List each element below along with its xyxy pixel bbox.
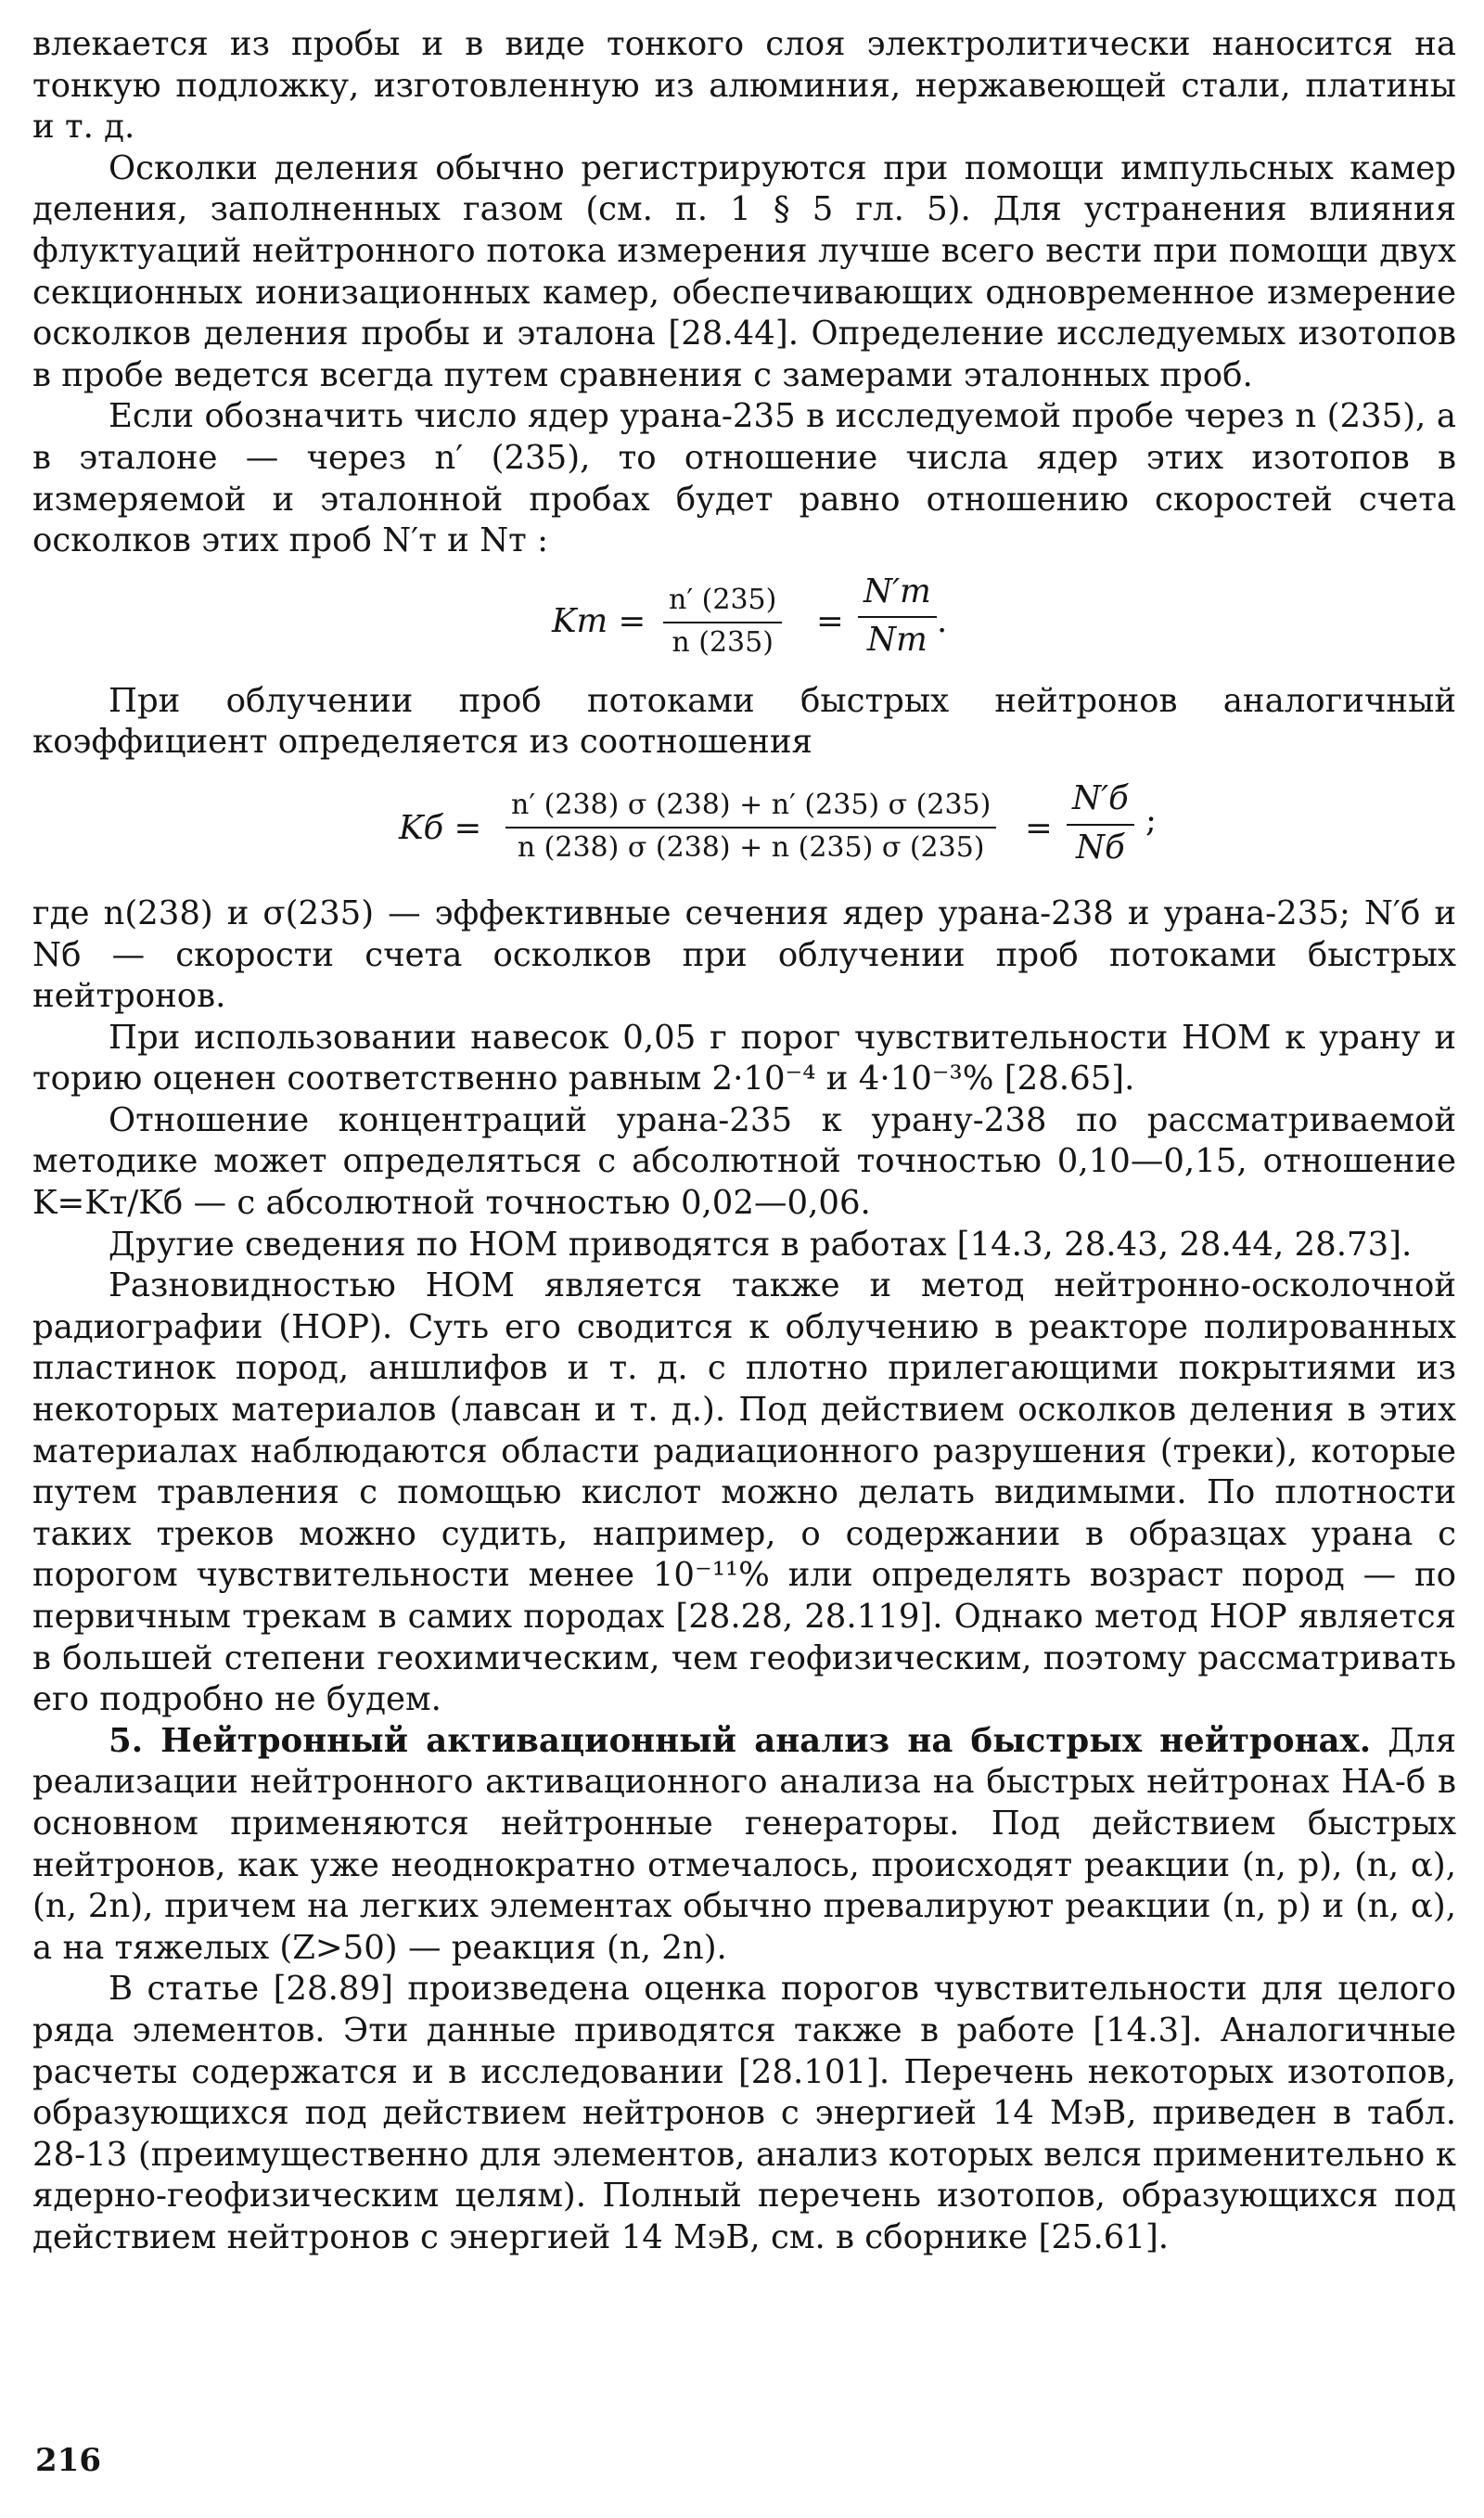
paragraph-sensitivity: При использовании навесок 0,05 г порог чувствительности НОМ к урану и торию оценен соответственно равным 2·10⁻⁴ и 4·10⁻³% [28.65]. xyxy=(32,1018,1456,1098)
formula2-fraction-counts xyxy=(1067,778,1134,868)
page-number: 216 xyxy=(35,2442,101,2479)
formula1-fraction-counts xyxy=(858,572,937,662)
paragraph-uranium-ratio: Если обозначить число ядер урана-235 в исследуемой пробе через n (235), а в эталоне — через n′ (235), то отношение числа ядер этих изотопов в измеряемой и эталонной пробах будет равно отношению скоростей счета осколков этих проб N′т и Nт : xyxy=(32,397,1456,560)
formula2-denominator-counts: Nб xyxy=(1076,828,1125,867)
paragraph-thresholds: В статье [28.89] произведена оценка порогов чувствительности для целого ряда элементов. Эти данные приводятся также в работе [14.3]. Аналогичные расчеты содержатся и в исследовании [28.101]. Перечень некоторых изотопов, образующихся под действием нейтронов с энергией 14 МэВ, приведен в табл. 28-13 (преимущественно для элементов, анализ которых велся применительно к ядерно-геофизическим целям). Полный перечень изотопов, образующихся под действием нейтронов с энергией 14 МэВ, см. в сборнике [25.61]. xyxy=(32,1970,1456,2256)
paragraph-radiography: Разновидностью НОМ является также и метод нейтронно-осколочной радиографии (НОР). Суть его сводится к облучению в реакторе полированных пластинок пород, аншлифов и т. д. с плотно прилегающими покрытиями из некоторых материалов (лавсан и т. д.). Под действием осколков деления в этих материалах наблюдаются области радиационного разрушения (треки), которые путем травления с помощью кислот можно делать видимыми. По плотности таких треков можно судить, например, о содержании в образцах урана с порогом чувствительности менее 10⁻¹¹% или определять возраст пород — по первичным трекам в самих породах [28.28, 28.119]. Однако метод НОР является в большей степени геохимическим, чем геофизическим, поэтому рассматривать его подробно не будем. xyxy=(32,1266,1456,1719)
formula2-denominator: n (238) σ (238) + n (235) σ (235) xyxy=(517,830,985,864)
paragraph-fast-neutrons: При облучении проб потоками быстрых нейтронов аналогичный коэффициент определяется из соотношения xyxy=(32,681,1456,762)
paragraph-fission-fragments: Осколки деления обычно регистрируются при помощи импульсных камер деления, заполненных газом (см. п. 1 § 5 гл. 5). Для устранения влияния флуктуаций нейтронного потока измерения лучше всего вести при помощи двух секционных ионизационных камер, обеспечивающих одновременное измерение осколков деления пробы и эталона [28.44]. Определение исследуемых изотопов в пробе ведется всегда путем сравнения с замерами эталонных проб. xyxy=(32,148,1456,394)
section-body: Для реализации нейтронного активационного анализа на быстрых нейтронах НА-б в основном применяются нейтронные генераторы. Под действием быстрых нейтронов, как уже неоднократно отмечалось, происходят реакции (n, p), (n, α), (n, 2n), причем на легких элементах обычно превалируют реакции (n, p) и (n, α), а на тяжелых (Z>50) — реакция (n, 2n). xyxy=(32,1721,1456,1967)
formula1-numerator-counts: N′т xyxy=(858,572,937,619)
formula1-fraction xyxy=(663,583,782,661)
formula-k-thermal xyxy=(32,562,1456,681)
formula2-equals: = xyxy=(1025,808,1053,847)
formula1-equals: = xyxy=(816,601,844,640)
paragraph-activation-analysis xyxy=(32,1721,1456,1970)
paragraph-continued: влекается из пробы и в виде тонкого слоя электролитически наносится на тонкую подложку, изготовленную из алюминия, нержавеющей стали, платины и т. д. xyxy=(32,25,1456,147)
formula2-numerator: n′ (238) σ (238) + n′ (235) σ (235) xyxy=(505,788,996,829)
formula1-denominator: n (235) xyxy=(672,625,774,659)
formula1-denominator-counts: Nт xyxy=(867,621,928,660)
section-heading: 5. Нейтронный активационный анализ на быстрых нейтронах. xyxy=(109,1721,1372,1760)
paragraph-cross-sections: где n(238) и σ(235) — эффективные сечения ядер урана-238 и урана-235; N′б и Nб — скорости счета осколков при облучении проб потоками быстрых нейтронов. xyxy=(32,893,1456,1016)
formula2-semicolon: ; xyxy=(1145,801,1157,840)
formula1-numerator: n′ (235) xyxy=(663,583,782,623)
formula-k-fast xyxy=(32,764,1456,893)
formula2-lhs: Kб = xyxy=(399,808,482,847)
formula1-lhs: Kт = xyxy=(552,601,646,640)
paragraph-concentration-ratio: Отношение концентраций урана-235 к урану-238 по рассматриваемой методике может определяться с абсолютной точностью 0,10—0,15, отношение K=Kт/Kб — с абсолютной точностью 0,02—0,06. xyxy=(32,1100,1456,1223)
formula2-numerator-counts: N′б xyxy=(1067,778,1134,826)
formula2-fraction xyxy=(505,788,996,866)
paragraph-other-sources: Другие сведения по НОМ приводятся в работах [14.3, 28.43, 28.44, 28.73]. xyxy=(109,1225,1413,1264)
formula1-period: . xyxy=(937,601,948,640)
